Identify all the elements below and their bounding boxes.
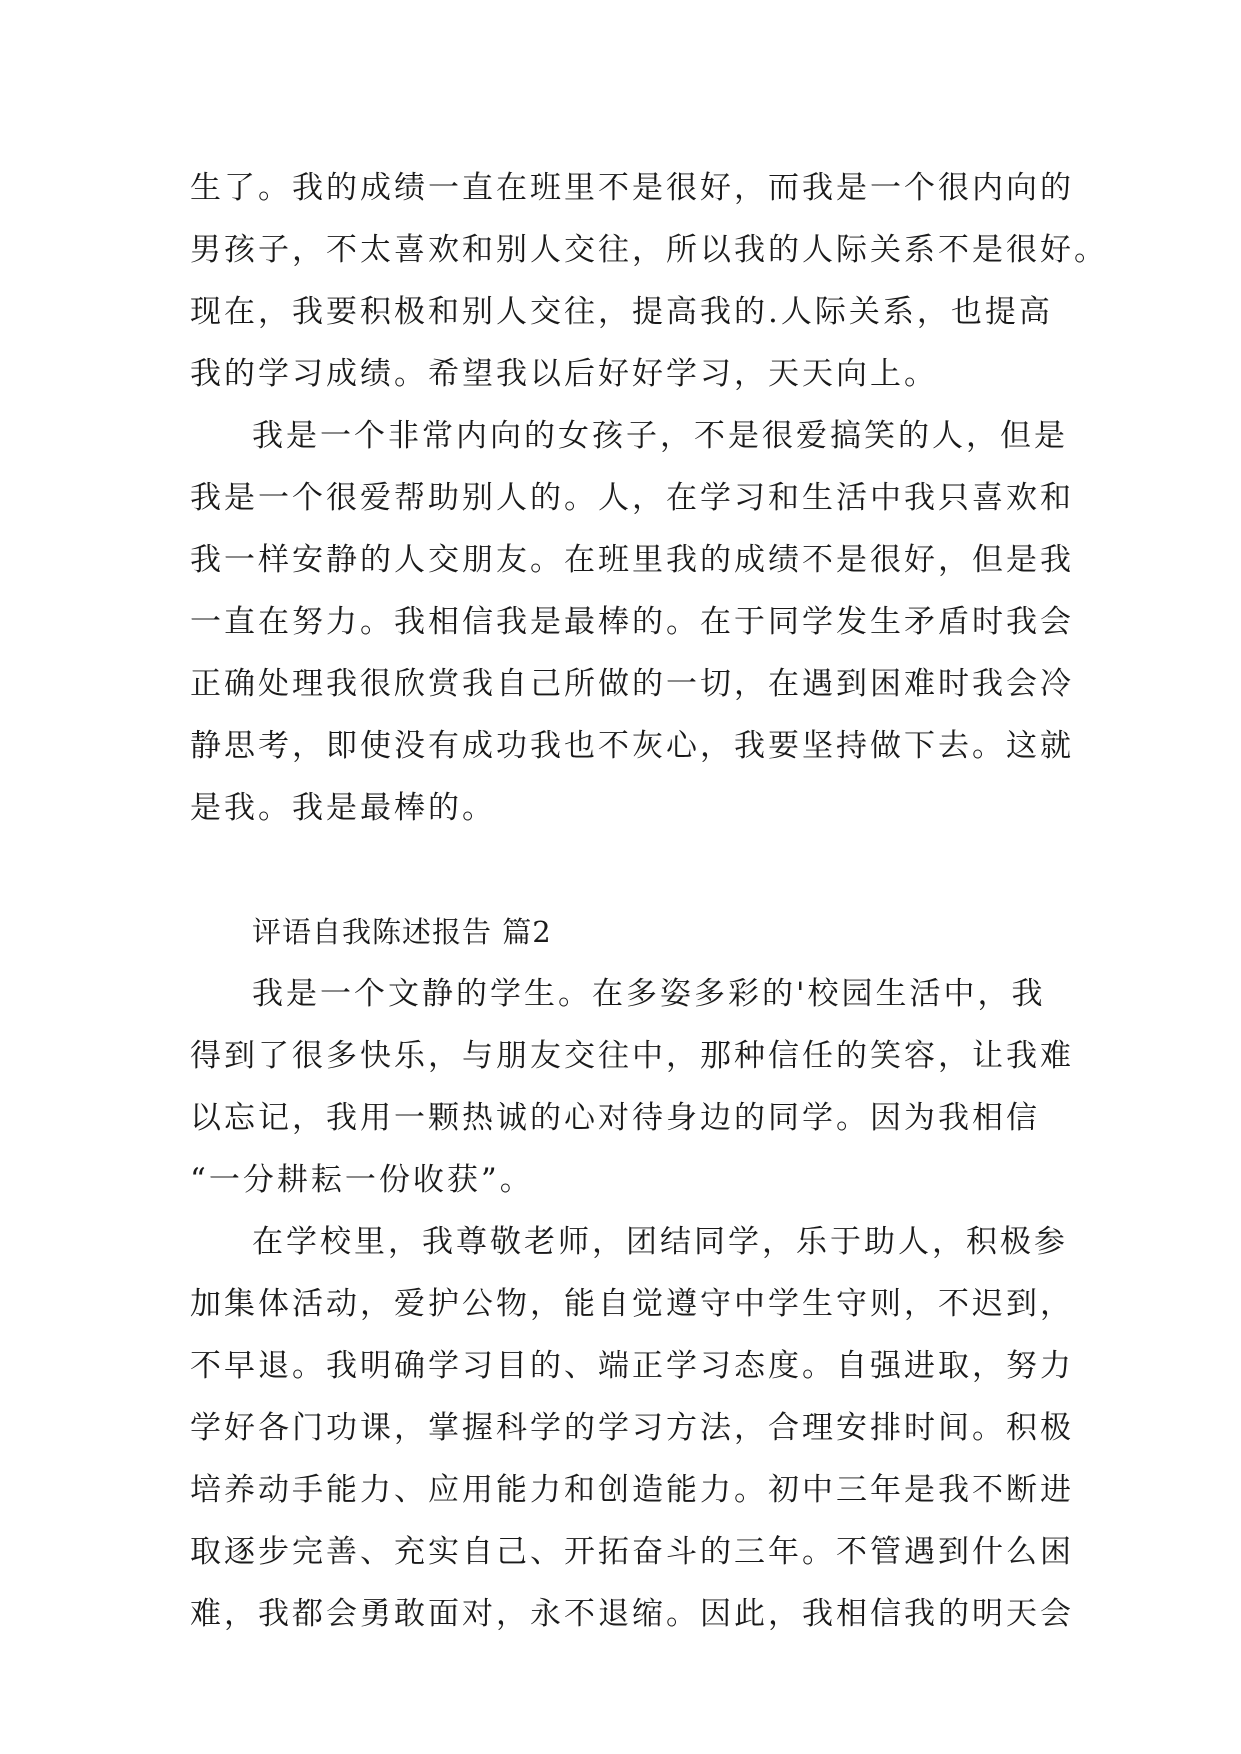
text-line: 生了。我的成绩一直在班里不是很好，而我是一个很内向的 xyxy=(190,170,1074,206)
text-line: 我是一个文静的学生。在多姿多彩的'校园生活中，我 xyxy=(252,976,1046,1012)
paragraph-2 xyxy=(190,405,1074,839)
text-line: 取逐步完善、充实自己、开拓奋斗的三年。不管遇到什么困 xyxy=(190,1534,1074,1570)
text-line: 学好各门功课，掌握科学的学习方法，合理安排时间。积极 xyxy=(190,1410,1074,1446)
text-column xyxy=(190,157,1108,1645)
text-line: 不早退。我明确学习目的、端正学习态度。自强进取，努力 xyxy=(190,1348,1074,1384)
text-line: 我是一个很爱帮助别人的。人，在学习和生活中我只喜欢和 xyxy=(190,480,1074,516)
text-line: 得到了很多快乐，与朋友交往中，那种信任的笑容，让我难 xyxy=(190,1038,1074,1074)
text-line: 我一样安静的人交朋友。在班里我的成绩不是很好，但是我 xyxy=(190,542,1074,578)
text-line: 加集体活动，爱护公物，能自觉遵守中学生守则，不迟到， xyxy=(190,1286,1074,1322)
text-line: “一分耕耘一份收获”。 xyxy=(190,1162,534,1198)
paragraph-4 xyxy=(190,1211,1074,1645)
text-line: 静思考，即使没有成功我也不灰心，我要坚持做下去。这就 xyxy=(190,728,1074,764)
text-line: 难，我都会勇敢面对，永不退缩。因此，我相信我的明天会 xyxy=(190,1596,1074,1632)
text-line: 在学校里，我尊敬老师，团结同学，乐于助人，积极参 xyxy=(252,1224,1068,1260)
text-line: 以忘记，我用一颗热诚的心对待身边的同学。因为我相信 xyxy=(190,1100,1040,1136)
paragraph-1 xyxy=(190,157,1108,405)
text-line: 是我。我是最棒的。 xyxy=(190,790,496,826)
text-line: 男孩子，不太喜欢和别人交往，所以我的人际关系不是很好。 xyxy=(190,232,1108,268)
paragraph-spacer xyxy=(190,839,1060,901)
paragraph-3 xyxy=(190,963,1074,1211)
text-line: 我的学习成绩。希望我以后好好学习，天天向上。 xyxy=(190,356,938,392)
text-line: 培养动手能力、应用能力和创造能力。初中三年是我不断进 xyxy=(190,1472,1074,1508)
section-heading: 评语自我陈述报告 篇2 xyxy=(252,915,552,949)
text-line: 我是一个非常内向的女孩子，不是很爱搞笑的人，但是 xyxy=(252,418,1068,454)
text-line: 一直在努力。我相信我是最棒的。在于同学发生矛盾时我会 xyxy=(190,604,1074,640)
text-line: 正确处理我很欣赏我自己所做的一切，在遇到困难时我会冷 xyxy=(190,666,1074,702)
text-line: 现在，我要积极和别人交往，提高我的.人际关系，也提高 xyxy=(190,294,1053,330)
